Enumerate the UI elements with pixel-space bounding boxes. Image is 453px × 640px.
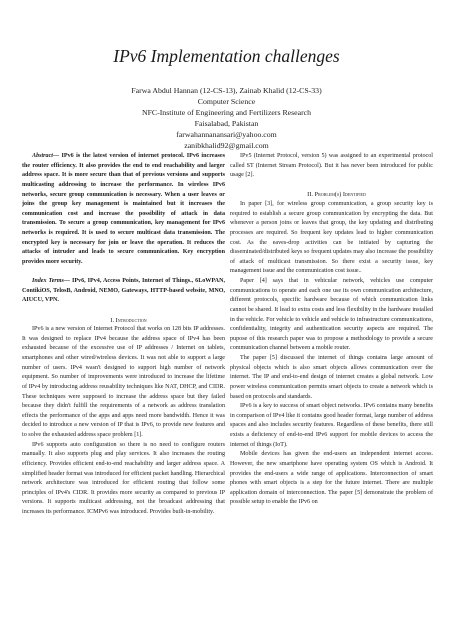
section-heading-problems: II. Problem(s) Identified — [307, 191, 366, 199]
index-terms-text: IPv6, IPv4, Access Points, Internet of Things., 6LoWPAN, ContikiOS, TelosB, Android, NEMO, Gateways, HTTP-based website, MNO, AIUCU, VPN. — [22, 278, 225, 304]
paragraph: Mobile devices has given the end-users an independent internet access. However, the new smartphone have operating system OS which is Android. It provides the end-users a wide range of applications. Interconnection of smart phones with smart objects is a step for the future internet. There are multiple application domain of interconnection. The paper [5] demonstrate the problem of possible setup to enable the IPv6 on — [230, 451, 433, 506]
paragraph: IPv5 (Internet Protocol, version 5) was assigned to an experimental protocol called ST (Internet Stream Protocol). But it has never been introduced for public usage [2]. — [230, 153, 433, 179]
paragraph: IPv6 supports auto configuration so there is no need to configure routers manually. It also supports plug and play services. It also increases the routing efficiency. Provides efficient end-to-end reachability and larger address space. A simplified header format was introduced for efficient packet handling. Hierarchical network architecture was introduced for efficient routing that follow some principles of IPv4's CIDR. It provides more security as compared to previous IP versions. It supports multicast addressing, not the broadcast addressing that increases its performance. ICMPv6 was introduced. Provides built-in-mobility. — [22, 441, 225, 516]
section-heading-introduction: I. Introduction — [110, 316, 147, 324]
author-email[interactable]: farwahannanansari@yahoo.com — [176, 130, 277, 139]
affiliation-line: Computer Science — [197, 97, 256, 106]
abstract — [22, 152, 225, 268]
affiliation-line: Faisalabad, Pakistan — [194, 119, 259, 128]
authors-line: Farwa Abdul Hannan (12-CS-13), Zainab Khalid (12-CS-33) — [131, 86, 322, 95]
affiliation-line: NFC-Institute of Engineering and Fertilizers Research — [141, 108, 312, 117]
abstract-label: Abstract— — [32, 153, 60, 159]
paper-title: IPv6 Implementation challenges — [113, 46, 340, 66]
author-block — [0, 85, 453, 151]
left-column — [22, 152, 225, 518]
paragraph: The paper [5] discussed the internet of things contains large amount of physical objects which is also smart objects allows communication over the internet. The IP and end-to-end design of internet creates a global network. Low power wireless communication permits smart objects to create a network which is based on protocols and standards. — [230, 355, 433, 400]
paragraph: IPv6 is a new version of Internet Protocol that works on 128 bits IP addresses. It was designed to replace IPv4 because the address space of IPv4 has been exhausted because of the excessive use of IP addresses / Internet on tablets, smartphones and other wired/wireless devices. It was not able to support a large number of users. IPv4 wasn't designed to support high number of network equipment. So number of improvements were introduced to increase the lifetime of IPv4 by introducing address reusability techniques like NAT, DHCP, and CIDR. These techniques were supposed to increase the address space but they failed because they didn't fulfill the requirements of a network as address translation effects the performance of the apps and apps need more bandwidth. Hence it was decided to introduce a new version of IP that is IPv6, to provide new features and to solve the exhausted address space problem [1]. — [22, 326, 225, 439]
right-column — [230, 152, 433, 508]
index-terms — [22, 277, 225, 306]
paragraph: IPv6 is a key to success of smart object networks. IPv6 contains many benefits in comparison of IPv4 like it contains good header format, large number of address spaces and also includes security features. Regardless of these benefits, there still exists a deficiency of end-to-end IPv6 support for mobile devices to access the internet of things (IoT). — [230, 403, 433, 448]
paragraph: Paper [4] says that in vehicular network, vehicles use computer communications to operate and each one use its own communication architecture, different protocols, specific hardware because of which communication links cannot be shared. It lead to extra costs and less flexibility in the hardware installed in the vehicle. For vehicle to vehicle and vehicle to infrastructure communications, confidentiality, integrity and authentication security aspects are required. The pupose of this research paper was to propose a methodology to provide a secure communication channel between a mobile router. — [230, 278, 433, 352]
paragraph: In paper [3], for wireless group communication, a group security key is required to establish a secure group communication by encrypting the data. But whenever a person joins or leaves that group, the key updating and distributing processes are required. So frequent key updates lead to higher communication cost. As the eaves-drop activities can be initiated by capturing the disseminated/distributed keys so frequent updates may also increase the possibility of attack of multicast transmission. So there exist a security issue, key management issue and the communication cost issue.. — [230, 201, 433, 275]
index-terms-label: Index Terms— — [32, 278, 70, 285]
author-email[interactable]: zanibkhalid92@gmail.com — [184, 141, 269, 150]
abstract-text: IPv6 is the latest version of internet protocol. IPv6 increases the router efficiency. It also provides the end to end reachability and larger address space. It is more secure than that of previous versions and supports multicasting addressing to increase the performance. In wireless IPv6 networks, secure group communication is necessary. When a user leaves or joins the group key management is maintained but it increases the communication cost and increase the possibility of attack in data transmission. To secure a group communication, key management for IPv6 networks is required. It is used to secure multicast data transmission. The encrypted key is necessary for join or leave the operation. It reduces the attacks of intruder and leads to secure communication. Key encryption provides more security. — [22, 153, 225, 265]
